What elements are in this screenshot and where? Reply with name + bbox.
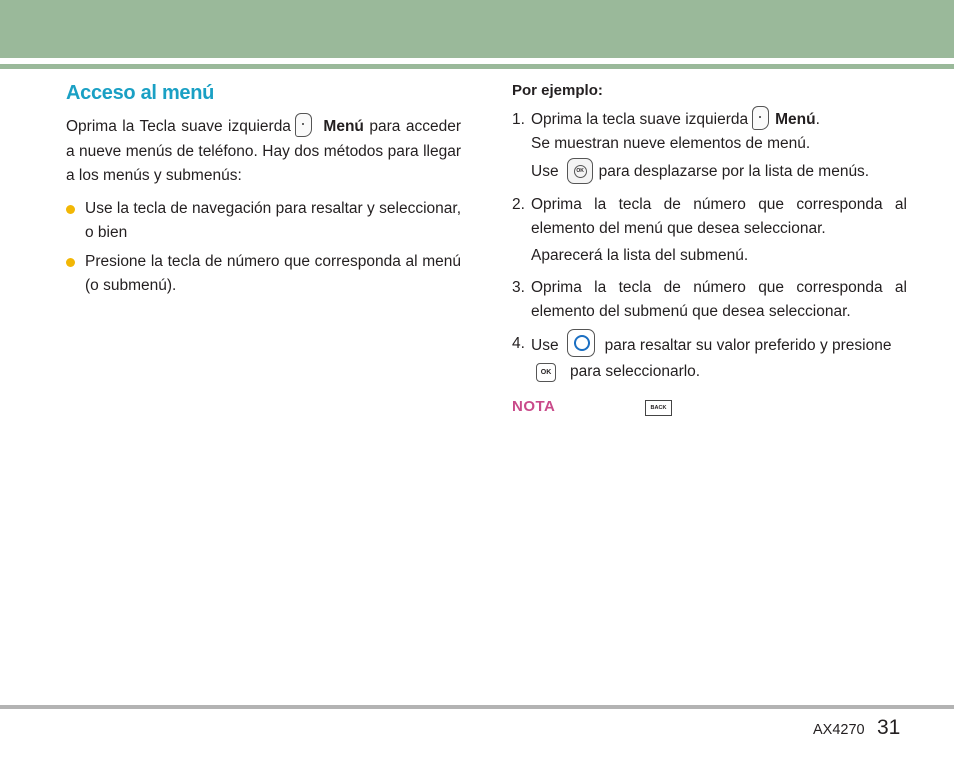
left-soft-key-icon — [295, 113, 312, 137]
step-text: para resaltar su valor preferido y presione — [604, 337, 892, 355]
footer-rule — [0, 705, 954, 709]
intro-text: Oprima la Tecla suave izquierda — [66, 118, 291, 136]
page-number: 31 — [877, 716, 901, 739]
down-arrow-icon — [574, 342, 590, 351]
select-text: para seleccionarlo. — [570, 363, 701, 381]
step-3 — [512, 276, 907, 324]
header-band — [0, 0, 954, 58]
header-rule — [0, 64, 954, 69]
nav-key-center: OK — [574, 165, 587, 178]
bullet-icon — [66, 258, 75, 267]
footer-model: AX4270 — [813, 722, 865, 738]
example-steps — [512, 108, 907, 384]
step-text: Oprima la tecla de número que corresponda al elemento del menú que desea seleccionar. — [531, 196, 907, 238]
step-subtext: Se muestran nueve elementos de menú. — [531, 135, 811, 153]
step-number: 4. — [512, 335, 525, 353]
ok-key-icon: OK — [536, 363, 556, 382]
up-down-key-icon — [567, 329, 595, 357]
right-column — [512, 82, 907, 392]
left-soft-key-icon — [752, 106, 769, 130]
step-text: Oprima la tecla de número que corresponda al elemento del submenú que desea seleccionar. — [531, 279, 907, 321]
list-item — [66, 250, 461, 298]
menu-label: Menú — [323, 118, 364, 136]
step-number: 2. — [512, 196, 525, 214]
list-item — [66, 197, 461, 245]
step-subtext: Aparecerá la lista del submenú. — [531, 247, 749, 265]
scroll-text: para desplazarse por la lista de menús. — [598, 163, 870, 181]
bullet-icon — [66, 205, 75, 214]
note-label: NOTA — [512, 398, 556, 415]
step-number: 3. — [512, 279, 525, 297]
bullet-text: Presione la tecla de número que corresponda al menú (o submenú). — [85, 252, 461, 294]
bullet-text: Use la tecla de navegación para resaltar y seleccionar, o bien — [85, 199, 461, 241]
navigation-key-icon — [567, 158, 593, 184]
use-text: Use — [531, 163, 559, 181]
step-4 — [512, 332, 907, 384]
intro-continuation: para acceder a nueve menús de teléfono. Hay dos métodos para llegar a los menús y submenús: — [66, 118, 461, 185]
step-1 — [512, 108, 907, 185]
menu-label: Menú — [775, 111, 816, 129]
step-2 — [512, 193, 907, 268]
step-punct: . — [815, 111, 820, 129]
intro-paragraph — [66, 115, 461, 189]
use-text: Use — [531, 337, 559, 355]
note-row — [512, 398, 712, 418]
back-key-icon: BACK — [645, 400, 672, 416]
example-title: Por ejemplo: — [512, 82, 603, 99]
left-column — [66, 82, 461, 303]
method-list — [66, 197, 461, 298]
step-subtext — [531, 360, 907, 384]
step-number: 1. — [512, 111, 525, 128]
step-text: Oprima la tecla suave izquierda — [531, 111, 749, 129]
section-title: Acceso al menú — [66, 82, 215, 104]
step-subtext — [531, 159, 907, 185]
